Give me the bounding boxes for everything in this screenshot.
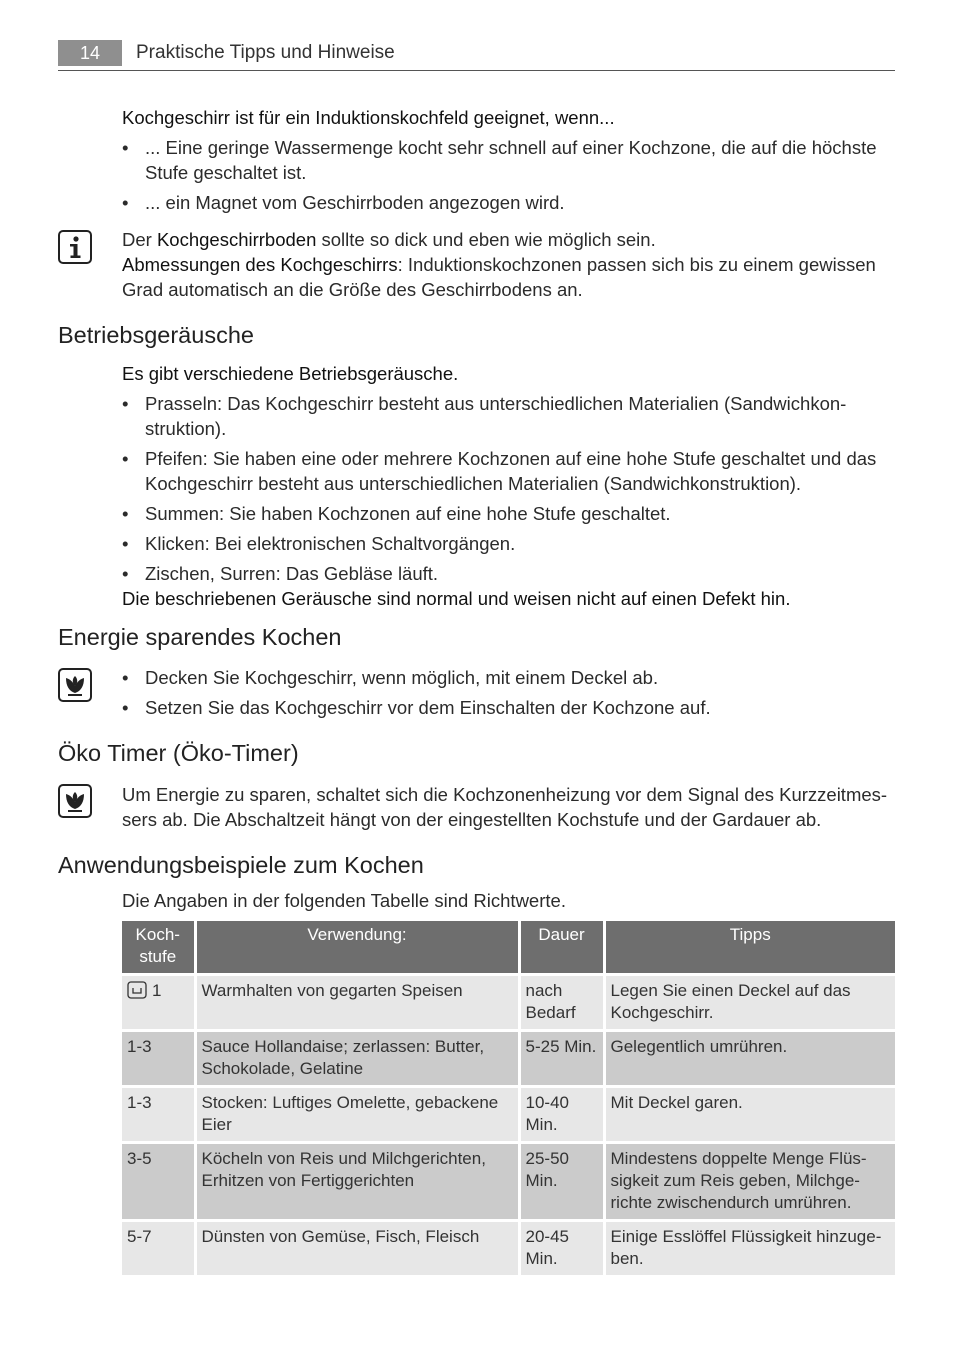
table-cell: 5-25 Min.	[519, 1031, 604, 1087]
page-header	[58, 40, 895, 71]
list-item: • Decken Sie Kochgeschirr, wenn möglich, mit einem Deckel ab.	[122, 667, 659, 688]
table-cell: Stocken: Luftiges Omelette, gebackene Eier	[195, 1087, 519, 1143]
eco-leaf-icon	[58, 668, 92, 702]
column-header: Tipps	[604, 921, 895, 975]
table-row	[122, 1031, 895, 1087]
table-row	[122, 1143, 895, 1221]
noise-bullets	[122, 391, 894, 591]
list-item: • Zischen, Surren: Das Gebläse läuft.	[122, 563, 439, 584]
energy-bullets	[122, 665, 894, 725]
table-cell: Mindestens doppelte Menge Flüs-sigkeit zum Reis geben, Milchge-richte zwischendurch umrühren.	[604, 1143, 895, 1221]
table-cell: 1-3	[122, 1087, 195, 1143]
table-cell: Gelegentlich umrühren.	[604, 1031, 895, 1087]
column-header: Dauer	[519, 921, 604, 975]
table-row	[122, 1221, 895, 1277]
table-cell: Einige Esslöffel Flüssigkeit hinzuge-ben.	[604, 1221, 895, 1277]
examples-intro: Die Angaben in der folgenden Tabelle sind Richtwerte.	[122, 890, 566, 911]
section-heading-noise: Betriebsgeräusche	[58, 322, 254, 348]
table-cell: Mit Deckel garen.	[604, 1087, 895, 1143]
cooking-examples-table	[122, 921, 895, 1278]
table-cell: Legen Sie einen Deckel auf das Kochgeschirr.	[604, 975, 895, 1031]
list-item: • ... ein Magnet vom Geschirrboden angezogen wird.	[122, 192, 565, 213]
table-cell: 20-45 Min.	[519, 1221, 604, 1277]
noise-note: Die beschriebenen Geräusche sind normal und weisen nicht auf einen Defekt hin.	[122, 588, 791, 609]
list-item: • Pfeifen: Sie haben eine oder mehrere Kochzonen auf eine hohe Stufe geschaltet und das Kochgeschirr besteht aus unterschiedlichen Materialien (Sandwichkonstruktion).	[122, 448, 877, 494]
list-item: • Summen: Sie haben Kochzonen auf eine hohe Stufe geschaltet.	[122, 503, 671, 524]
info-icon	[58, 230, 92, 264]
keep-warm-icon	[127, 981, 147, 1005]
table-cell: 1	[122, 975, 195, 1031]
section-heading-examples: Anwendungsbeispiele zum Kochen	[58, 852, 424, 878]
induction-intro: Kochgeschirr ist für ein Induktionskochfeld geeignet, wenn...	[122, 107, 615, 128]
list-item: • Setzen Sie das Kochgeschirr vor dem Einschalten der Kochzone auf.	[122, 697, 711, 718]
list-item: • ... Eine geringe Wassermenge kocht sehr schnell auf einer Kochzone, die auf die höchste Stufe geschaltet ist.	[122, 137, 877, 183]
header-title: Praktische Tipps und Hinweise	[136, 42, 395, 63]
table-row	[122, 1087, 895, 1143]
column-header: Verwendung:	[195, 921, 519, 975]
table-cell: 5-7	[122, 1221, 195, 1277]
table-cell: 3-5	[122, 1143, 195, 1221]
section-heading-eco-timer: Öko Timer (Öko-Timer)	[58, 740, 299, 766]
table-cell: 1-3	[122, 1031, 195, 1087]
table-header-row	[122, 921, 895, 975]
table-cell: Sauce Hollandaise; zerlassen: Butter, Schokolade, Gelatine	[195, 1031, 519, 1087]
list-item: • Klicken: Bei elektronischen Schaltvorgängen.	[122, 533, 516, 554]
page-number: 14	[58, 40, 122, 66]
table-cell: Köcheln von Reis und Milchgerichten, Erhitzen von Fertiggerichten	[195, 1143, 519, 1221]
table-cell: Dünsten von Gemüse, Fisch, Fleisch	[195, 1221, 519, 1277]
section-heading-energy: Energie sparendes Kochen	[58, 624, 342, 650]
column-header: Koch-stufe	[122, 921, 195, 975]
table-cell: 25-50 Min.	[519, 1143, 604, 1221]
noise-intro: Es gibt verschiedene Betriebsgeräusche.	[122, 363, 459, 384]
table-row	[122, 975, 895, 1031]
table-cell: nach Bedarf	[519, 975, 604, 1031]
table-cell: Warmhalten von gegarten Speisen	[195, 975, 519, 1031]
list-item: • Prasseln: Das Kochgeschirr besteht aus unterschiedlichen Materialien (Sandwichkon-struktion).	[122, 393, 847, 439]
eco-timer-text: Um Energie zu sparen, schaltet sich die Kochzonenheizung vor dem Signal des Kurzzeitmes-sers ab. Die Abschaltzeit hängt von der eingestellten Kochstufe und der Gardauer ab.	[122, 784, 888, 830]
info-text: Der Kochgeschirrboden sollte so dick und eben wie möglich sein. Abmessungen des Kochgeschirrs: Induktionskochzonen passen sich bis zu einem gewissen Grad automatisch an die Größe des Geschirrbodens an.	[122, 229, 876, 300]
eco-leaf-icon	[58, 784, 92, 818]
table-cell: 10-40 Min.	[519, 1087, 604, 1143]
induction-bullets	[122, 135, 894, 220]
